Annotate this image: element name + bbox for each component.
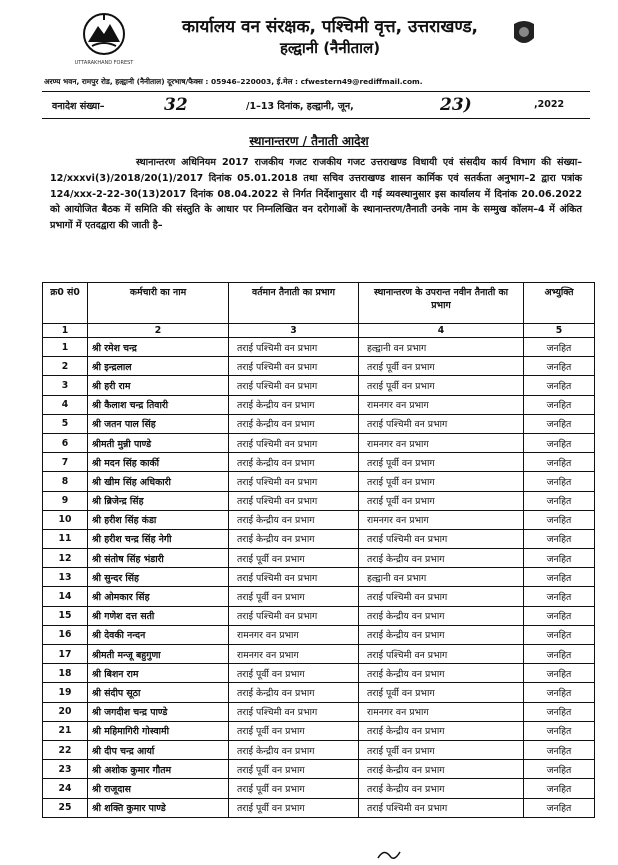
remarks-cell: जनहित (524, 357, 595, 376)
new-division-cell: तराई केन्द्रीय वन प्रभाग (359, 625, 524, 644)
column-number-row (43, 324, 595, 338)
transfer-table (42, 282, 595, 818)
remarks-cell: जनहित (524, 645, 595, 664)
current-division-cell: तराई पश्चिमी वन प्रभाग (229, 357, 359, 376)
employee-name-cell: श्री इन्द्रलाल (88, 357, 229, 376)
remarks-cell: जनहित (524, 760, 595, 779)
new-division-cell: तराई पूर्वी वन प्रभाग (359, 376, 524, 395)
order-label: वनादेश संख्या– (52, 101, 105, 112)
serial-cell: 19 (43, 683, 88, 702)
new-division-cell: तराई केन्द्रीय वन प्रभाग (359, 721, 524, 740)
table-row (43, 549, 595, 568)
employee-name-cell: श्रीमती मुन्नी पाण्डे (88, 433, 229, 452)
serial-cell: 8 (43, 472, 88, 491)
serial-cell: 22 (43, 740, 88, 759)
current-division-cell: तराई केन्द्रीय वन प्रभाग (229, 414, 359, 433)
employee-name-cell: श्री जगदीश चन्द्र पाण्डे (88, 702, 229, 721)
table-row (43, 645, 595, 664)
employee-name-cell: श्री रमेश चन्द्र (88, 338, 229, 357)
employee-name-cell: श्री राजूदास (88, 779, 229, 798)
serial-cell: 12 (43, 549, 88, 568)
current-division-cell: तराई केन्द्रीय वन प्रभाग (229, 529, 359, 548)
serial-cell: 6 (43, 433, 88, 452)
table-row (43, 760, 595, 779)
remarks-cell: जनहित (524, 510, 595, 529)
employee-name-cell: श्री देवकी नन्दन (88, 625, 229, 644)
new-division-cell: तराई केन्द्रीय वन प्रभाग (359, 606, 524, 625)
serial-cell: 21 (43, 721, 88, 740)
table-row (43, 664, 595, 683)
remarks-cell: जनहित (524, 721, 595, 740)
table-row (43, 683, 595, 702)
government-seal-icon (510, 18, 538, 48)
current-division-cell: तराई पूर्वी वन प्रभाग (229, 798, 359, 817)
order-reference: /1–13 दिनांक, हल्द्वानी, जून, (246, 101, 354, 112)
remarks-cell: जनहित (524, 702, 595, 721)
employee-name-cell: श्री ब्रिजेन्द्र सिंह (88, 491, 229, 510)
new-division-cell: रामनगर वन प्रभाग (359, 702, 524, 721)
subject-heading: स्थानान्तरण / तैनाती आदेश (249, 134, 369, 148)
serial-cell: 17 (43, 645, 88, 664)
remarks-cell: जनहित (524, 414, 595, 433)
serial-cell: 15 (43, 606, 88, 625)
remarks-cell: जनहित (524, 433, 595, 452)
new-division-cell: तराई पश्चिमी वन प्रभाग (359, 414, 524, 433)
employee-name-cell: श्री गणेश दत्त सती (88, 606, 229, 625)
table-header-row (43, 283, 595, 324)
remarks-cell: जनहित (524, 491, 595, 510)
remarks-cell: जनहित (524, 376, 595, 395)
employee-name-cell: श्री जतन पाल सिंह (88, 414, 229, 433)
employee-name-cell: श्री ओमकार सिंह (88, 587, 229, 606)
contact-line: अरण्य भवन, रामपुर रोड, हल्द्वानी (नैनीताल) दूरभाष/फैक्स : 05946–220003, ई.मेल : cfwestern49@rediffmail.com. (44, 77, 423, 86)
remarks-cell: जनहित (524, 587, 595, 606)
employee-name-cell: श्री सुन्दर सिंह (88, 568, 229, 587)
new-division-cell: तराई पूर्वी वन प्रभाग (359, 357, 524, 376)
table-row (43, 740, 595, 759)
serial-cell: 5 (43, 414, 88, 433)
current-division-cell: तराई पूर्वी वन प्रभाग (229, 587, 359, 606)
new-division-cell: तराई केन्द्रीय वन प्रभाग (359, 549, 524, 568)
current-division-cell: तराई पश्चिमी वन प्रभाग (229, 376, 359, 395)
current-division-cell: तराई पूर्वी वन प्रभाग (229, 721, 359, 740)
header-current-division: वर्तमान तैनाती का प्रभाग (229, 283, 359, 324)
current-division-cell: तराई पूर्वी वन प्रभाग (229, 760, 359, 779)
current-division-cell: तराई पश्चिमी वन प्रभाग (229, 568, 359, 587)
current-division-cell: तराई पश्चिमी वन प्रभाग (229, 338, 359, 357)
remarks-cell: जनहित (524, 453, 595, 472)
new-division-cell: तराई पूर्वी वन प्रभाग (359, 683, 524, 702)
table-row (43, 587, 595, 606)
new-division-cell: तराई पूर्वी वन प्रभाग (359, 491, 524, 510)
new-division-cell: तराई पूर्वी वन प्रभाग (359, 472, 524, 491)
col-number: 3 (229, 324, 359, 338)
current-division-cell: रामनगर वन प्रभाग (229, 625, 359, 644)
table-row (43, 453, 595, 472)
current-division-cell: तराई पश्चिमी वन प्रभाग (229, 606, 359, 625)
remarks-cell: जनहित (524, 664, 595, 683)
header-divider (42, 91, 590, 92)
current-division-cell: रामनगर वन प्रभाग (229, 645, 359, 664)
serial-cell: 23 (43, 760, 88, 779)
remarks-cell: जनहित (524, 740, 595, 759)
order-paragraph: स्थानान्तरण अधिनियम 2017 राजकीय गजट राजकीय गजट उत्तराखण्ड विधायी एवं संसदीय कार्य विभाग की संख्या–12/xxxvi(3)/2018/20(1)/2017 दिनांक 05.01.2018 तथा सचिव उत्तराखण्ड शासन कार्मिक एवं सतर्कता अनुभाग–2 द्वारा पत्रांक 124/xxx-2-22-30(13)2017 दिनांक 08.04.2022 से निर्गत निर्देशानुसार दी गई व्यवस्थानुसार इस कार्यालय में दिनांक 20.06.2022 को आयोजित बैठक में समिति की संस्तुति के आधार पर निम्नलिखित वन दरोगाओं के स्थानान्तरण/तैनाती उनके नाम के सम्मुख कॉलम–4 में अंकित प्रभागों में एतदद्वारा की जाती है– (50, 157, 582, 232)
employee-name-cell: श्री खीम सिंह अधिकारी (88, 472, 229, 491)
order-number: 32 (164, 95, 188, 115)
current-division-cell: तराई पश्चिमी वन प्रभाग (229, 491, 359, 510)
col-number: 1 (43, 324, 88, 338)
table-row (43, 472, 595, 491)
new-division-cell: तराई केन्द्रीय वन प्रभाग (359, 664, 524, 683)
header-employee-name: कर्मचारी का नाम (88, 283, 229, 324)
new-division-cell: हल्द्वानी वन प्रभाग (359, 338, 524, 357)
employee-name-cell: श्री हरीश सिंह कंडा (88, 510, 229, 529)
employee-name-cell: श्री मदन सिंह कार्की (88, 453, 229, 472)
serial-cell: 20 (43, 702, 88, 721)
current-division-cell: तराई केन्द्रीय वन प्रभाग (229, 683, 359, 702)
new-division-cell: तराई केन्द्रीय वन प्रभाग (359, 760, 524, 779)
remarks-cell: जनहित (524, 683, 595, 702)
employee-name-cell: श्री अशोक कुमार गौतम (88, 760, 229, 779)
new-division-cell: तराई पूर्वी वन प्रभाग (359, 740, 524, 759)
current-division-cell: तराई पश्चिमी वन प्रभाग (229, 472, 359, 491)
header-new-division: स्थानान्तरण के उपरान्त नवीन तैनाती का प्रभाग (359, 283, 524, 324)
table-row (43, 491, 595, 510)
order-divider (42, 118, 590, 119)
serial-cell: 14 (43, 587, 88, 606)
table-row (43, 568, 595, 587)
new-division-cell: रामनगर वन प्रभाग (359, 395, 524, 414)
table-row (43, 779, 595, 798)
table-row (43, 395, 595, 414)
employee-name-cell: श्री हरीश चन्द्र सिंह नेगी (88, 529, 229, 548)
current-division-cell: तराई पूर्वी वन प्रभाग (229, 779, 359, 798)
header-serial: क्र0 सं0 (43, 283, 88, 324)
employee-name-cell: श्री हरी राम (88, 376, 229, 395)
serial-cell: 24 (43, 779, 88, 798)
current-division-cell: तराई पश्चिमी वन प्रभाग (229, 702, 359, 721)
remarks-cell: जनहित (524, 625, 595, 644)
employee-name-cell: श्री महिमागिरी गोस्वामी (88, 721, 229, 740)
col-number: 4 (359, 324, 524, 338)
serial-cell: 18 (43, 664, 88, 683)
remarks-cell: जनहित (524, 395, 595, 414)
serial-cell: 13 (43, 568, 88, 587)
remarks-cell: जनहित (524, 472, 595, 491)
current-division-cell: तराई केन्द्रीय वन प्रभाग (229, 453, 359, 472)
remarks-cell: जनहित (524, 798, 595, 817)
new-division-cell: रामनगर वन प्रभाग (359, 433, 524, 452)
current-division-cell: तराई पूर्वी वन प्रभाग (229, 549, 359, 568)
employee-name-cell: श्री शक्ति कुमार पाण्डे (88, 798, 229, 817)
serial-cell: 10 (43, 510, 88, 529)
table-row (43, 414, 595, 433)
order-year: ,2022 (534, 99, 565, 110)
table-row (43, 510, 595, 529)
employee-name-cell: श्रीमती मन्जू बहुगुणा (88, 645, 229, 664)
remarks-cell: जनहित (524, 549, 595, 568)
employee-name-cell: श्री संदीप सूठा (88, 683, 229, 702)
employee-name-cell: श्री कैलाश चन्द्र तिवारी (88, 395, 229, 414)
order-day: 23) (440, 95, 472, 115)
office-location: हल्द्वानी (नैनीताल) (279, 39, 381, 57)
new-division-cell: तराई पश्चिमी वन प्रभाग (359, 645, 524, 664)
table-row (43, 625, 595, 644)
current-division-cell: तराई पूर्वी वन प्रभाग (229, 664, 359, 683)
new-division-cell: हल्द्वानी वन प्रभाग (359, 568, 524, 587)
table-row (43, 376, 595, 395)
new-division-cell: तराई पश्चिमी वन प्रभाग (359, 798, 524, 817)
table-row (43, 798, 595, 817)
table-row (43, 702, 595, 721)
employee-name-cell: श्री बिशन राम (88, 664, 229, 683)
serial-cell: 1 (43, 338, 88, 357)
employee-name-cell: श्री संतोष सिंह भंडारी (88, 549, 229, 568)
table-row (43, 338, 595, 357)
table-row (43, 529, 595, 548)
current-division-cell: तराई केन्द्रीय वन प्रभाग (229, 740, 359, 759)
new-division-cell: तराई पश्चिमी वन प्रभाग (359, 529, 524, 548)
new-division-cell: तराई केन्द्रीय वन प्रभाग (359, 779, 524, 798)
serial-cell: 4 (43, 395, 88, 414)
serial-cell: 25 (43, 798, 88, 817)
uttarakhand-forest-logo-icon (80, 12, 128, 64)
table-row (43, 357, 595, 376)
table-row (43, 433, 595, 452)
order-number-line (46, 96, 590, 118)
remarks-cell: जनहित (524, 606, 595, 625)
logo-caption: UTTARAKHAND FOREST (74, 60, 134, 66)
header-remarks: अभ्युक्ति (524, 283, 595, 324)
remarks-cell: जनहित (524, 779, 595, 798)
serial-cell: 11 (43, 529, 88, 548)
current-division-cell: तराई पश्चिमी वन प्रभाग (229, 433, 359, 452)
remarks-cell: जनहित (524, 338, 595, 357)
new-division-cell: रामनगर वन प्रभाग (359, 510, 524, 529)
new-division-cell: तराई पश्चिमी वन प्रभाग (359, 587, 524, 606)
current-division-cell: तराई केन्द्रीय वन प्रभाग (229, 395, 359, 414)
serial-cell: 9 (43, 491, 88, 510)
signature-mark-icon (376, 846, 406, 862)
remarks-cell: जनहित (524, 568, 595, 587)
office-title: कार्यालय वन संरक्षक, पश्चिमी वृत्त, उत्तराखण्ड, (182, 17, 478, 37)
employee-name-cell: श्री दीप चन्द्र आर्या (88, 740, 229, 759)
col-number: 5 (524, 324, 595, 338)
new-division-cell: तराई पूर्वी वन प्रभाग (359, 453, 524, 472)
current-division-cell: तराई केन्द्रीय वन प्रभाग (229, 510, 359, 529)
serial-cell: 3 (43, 376, 88, 395)
table-row (43, 606, 595, 625)
table-row (43, 721, 595, 740)
serial-cell: 2 (43, 357, 88, 376)
serial-cell: 7 (43, 453, 88, 472)
remarks-cell: जनहित (524, 529, 595, 548)
col-number: 2 (88, 324, 229, 338)
serial-cell: 16 (43, 625, 88, 644)
